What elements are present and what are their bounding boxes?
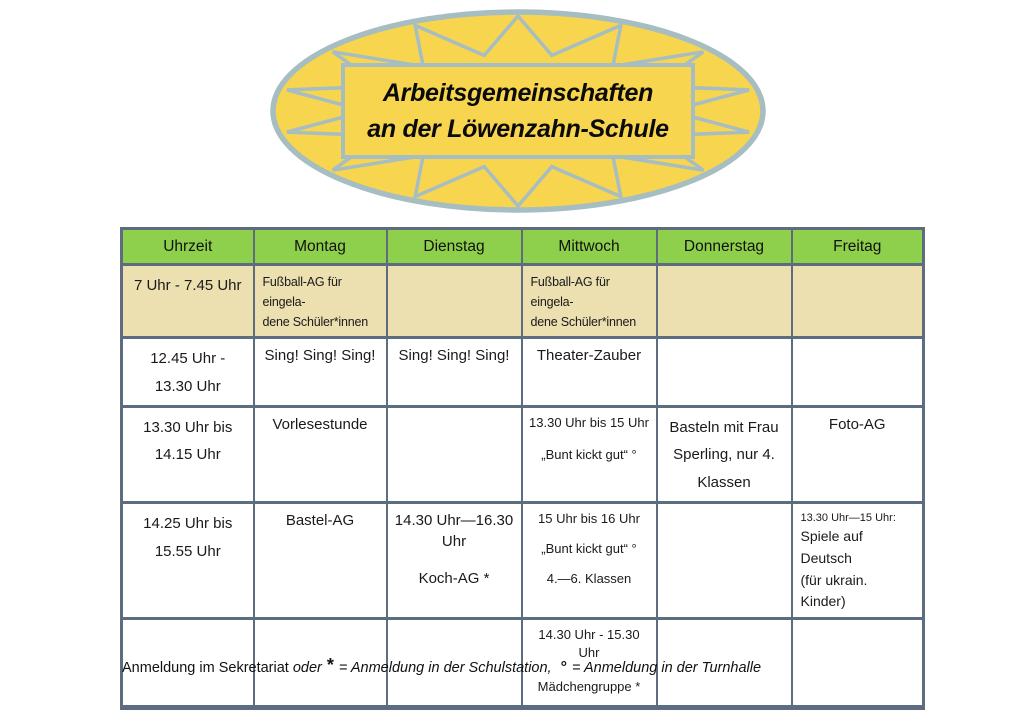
cell-r3-mittwoch	[522, 406, 657, 502]
cell-text-line: 7 Uhr - 7.45 Uhr	[133, 277, 242, 294]
cell-r4-dienstag	[387, 502, 522, 618]
cell-r1-donnerstag	[657, 265, 792, 338]
cell-r4-freitag	[792, 502, 924, 618]
cell-r2-donnerstag	[657, 338, 792, 407]
cell-text-line: Koch-AG *	[418, 569, 490, 587]
cell-text-line: Spiele auf Deutsch	[800, 528, 863, 566]
column-header-mittwoch: Mittwoch	[522, 229, 657, 265]
cell-text-line: Vorlesestunde	[272, 415, 368, 433]
column-header-dienstag: Dienstag	[387, 229, 522, 265]
cell-text-line: 15.55 Uhr	[154, 542, 221, 560]
cell-text-line: Klassen	[697, 474, 751, 491]
cell-text-line: 14.25 Uhr bis	[143, 514, 233, 532]
cell-r2-dienstag	[387, 338, 522, 407]
table-row-afternoon1	[122, 406, 924, 502]
table-row-afternoon2	[122, 502, 924, 618]
cell-r3-uhrzeit	[122, 406, 254, 502]
cell-text-line: 14.30 Uhr—16.30	[394, 511, 514, 529]
cell-r4-mittwoch	[522, 502, 657, 618]
cell-text-line: dene Schüler*innen	[262, 315, 369, 329]
note-part2: oder	[292, 660, 322, 676]
header-row	[122, 229, 924, 265]
cell-text-line: dene Schüler*innen	[530, 315, 637, 329]
cell-r4-donnerstag	[657, 502, 792, 618]
column-header-donnerstag: Donnerstag	[657, 229, 792, 265]
cell-r1-mittwoch	[522, 265, 657, 338]
cell-text-line: Bastel-AG	[285, 511, 355, 529]
registration-note	[122, 655, 952, 677]
cell-r3-montag	[254, 406, 387, 502]
asterisk-mark: *	[326, 655, 334, 675]
cell-text-line: 15 Uhr bis 16 Uhr	[538, 510, 640, 526]
cell-text-line: (für ukrain. Kinder)	[800, 571, 868, 610]
cell-text-line: 13.30 Uhr—15 Uhr:	[800, 511, 896, 524]
cell-r3-freitag	[792, 406, 924, 502]
title-line2: an der Löwenzahn-Schule	[367, 115, 669, 143]
degree-mark: °	[560, 659, 568, 676]
note-part4: = Anmeldung in der Turnhalle	[572, 660, 762, 676]
cell-text-line: „Bunt kickt gut“ °	[541, 446, 637, 462]
cell-r4-montag	[254, 502, 387, 618]
note-part1: Anmeldung im Sekretariat	[122, 660, 293, 676]
cell-text-line: „Bunt kickt gut“ °	[541, 540, 637, 556]
cell-r2-mittwoch	[522, 338, 657, 407]
cell-r2-freitag	[792, 338, 924, 407]
cell-text-line: Theater-Zauber	[536, 347, 642, 364]
cell-text-line: Sing! Sing! Sing!	[264, 347, 376, 364]
cell-r1-uhrzeit	[122, 265, 254, 338]
cell-r1-dienstag	[387, 265, 522, 338]
cell-text-line: 13.30 Uhr bis 15 Uhr	[529, 414, 649, 430]
cell-text-line: Fußball-AG für eingela-	[530, 275, 610, 309]
cell-text-line: Foto-AG	[828, 415, 886, 433]
cell-text-line: 13.30 Uhr	[154, 377, 221, 395]
cell-r2-montag	[254, 338, 387, 407]
cell-text-line: Uhr	[578, 645, 600, 661]
column-header-freitag: Freitag	[792, 229, 924, 265]
column-header-uhrzeit: Uhrzeit	[122, 229, 254, 265]
schedule-table	[120, 227, 925, 710]
cell-text-line: Basteln mit Frau	[669, 418, 779, 436]
cell-text-line: Mädchengruppe *	[537, 679, 641, 695]
cell-text-line: 13.30 Uhr bis	[143, 418, 233, 436]
table-row-early	[122, 265, 924, 338]
cell-text-line: 14.30 Uhr - 15.30	[538, 627, 640, 642]
cell-text-line: Sing! Sing! Sing!	[398, 347, 510, 364]
page-title	[268, 8, 768, 214]
cell-text-line: Fußball-AG für eingela-	[262, 275, 342, 309]
cell-text-line: 12.45 Uhr -	[150, 350, 226, 367]
cell-r1-montag	[254, 265, 387, 338]
cell-r2-uhrzeit	[122, 338, 254, 407]
column-header-montag: Montag	[254, 229, 387, 265]
cell-text-line: 14.15 Uhr	[154, 446, 221, 464]
cell-r3-donnerstag	[657, 406, 792, 502]
title-line1: Arbeitsgemeinschaften	[382, 78, 654, 107]
title-badge	[268, 8, 768, 214]
cell-text-line: Uhr	[441, 532, 467, 550]
cell-r1-freitag	[792, 265, 924, 338]
cell-r3-dienstag	[387, 406, 522, 502]
note-part3: = Anmeldung in der Schulstation,	[338, 660, 556, 676]
cell-text-line: Sperling, nur 4.	[673, 446, 775, 464]
cell-text-line: 4.—6. Klassen	[546, 571, 632, 587]
cell-r4-uhrzeit	[122, 502, 254, 618]
table-row-midday	[122, 338, 924, 407]
